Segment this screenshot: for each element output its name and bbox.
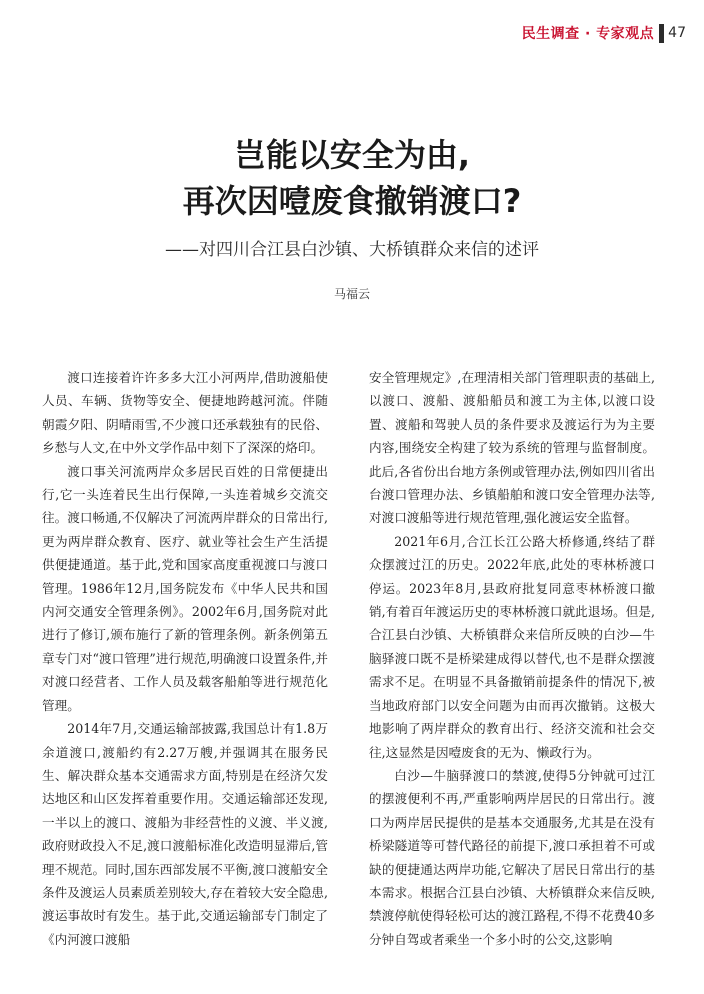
body-column-left <box>42 366 328 951</box>
article-title <box>0 132 704 224</box>
article-title-line-1: 岂能以安全为由, <box>233 136 471 174</box>
body-column-right <box>369 366 655 951</box>
body-paragraph: 2021年6月,合江长江公路大桥修通,终结了群众摆渡过江的历史。2022年底,此处的枣林桥渡口停运。2023年8月,县政府批复同意枣林桥渡口撤销,有着百年渡运历史的枣林桥渡口就此退场。但是,合江县白沙镇、大桥镇群众来信所反映的白沙—牛脑驿渡口既不是桥梁建成得以替代,也不是群众摆渡需求不足。在明显不具备撤销前提条件的情况下,被当地政府部门以安全问题为由而再次撤销。这极大地影响了两岸群众的教育出行、经济交流和社会交往,这显然是因噎废食的无为、懒政行为。 <box>369 533 655 760</box>
page-number: 47 <box>668 25 686 41</box>
body-paragraph-continued: 安全管理规定》,在理清相关部门管理职责的基础上,以渡口、渡船、渡船船员和渡工为主体,以渡口设置、渡船和驾驶人员的条件要求及渡运行为为主要内容,围绕安全构建了较为系统的管理与监督制度。此后,各省份出台地方条例或管理办法,例如四川省出台渡口管理办法、乡镇船舶和渡口安全管理办法等,对渡口渡船等进行规范管理,强化渡运安全监督。 <box>369 370 655 526</box>
body-paragraph: 渡口连接着许许多多大江小河两岸,借助渡船使人员、车辆、货物等安全、便捷地跨越河流。伴随朝霞夕阳、阴晴雨雪,不少渡口还承载独有的民俗、乡愁与人文,在中外文学作品中刻下了深深的烙印。 <box>42 370 328 456</box>
section-label: 民生调查 · 专家观点 <box>521 26 655 42</box>
article-title-line-2: 再次因噎废食撤销渡口? <box>182 182 522 220</box>
body-paragraph: 白沙—牛脑驿渡口的禁渡,使得5分钟就可过江的摆渡便利不再,严重影响两岸居民的日常出行。渡口为两岸居民提供的是基本交通服务,尤其是在没有桥梁隧道等可替代路径的前提下,渡口承担着不可或缺的便捷通达两岸功能,它解决了居民日常出行的基本需求。根据合江县白沙镇、大桥镇群众来信反映,禁渡停航使得轻松可达的渡江路程,不得不花费40多分钟自驾或者乘坐一个多小时的公交,这影响 <box>369 767 655 947</box>
page-header <box>522 22 686 44</box>
article-subtitle: ——对四川合江县白沙镇、大桥镇群众来信的述评 <box>165 240 539 260</box>
body-paragraph: 渡口事关河流两岸众多居民百姓的日常便捷出行,它一头连着民生出行保障,一头连着城乡交流交往。渡口畅通,不仅解决了河流两岸群众的日常出行,更为两岸群众教育、医疗、就业等社会生产生活提供便捷通道。基于此,党和国家高度重视渡口与渡口管理。1986年12月,国务院发布《中华人民共和国内河交通安全管理条例》。2002年6月,国务院对此进行了修订,颁布施行了新的管理条例。新条例第五章专门对“渡口管理”进行规范,明确渡口设置条件,并对渡口经营者、工作人员及载客船舶等进行规范化管理。 <box>42 463 328 713</box>
header-divider-bar <box>659 24 664 43</box>
body-paragraph: 2014年7月,交通运输部披露,我国总计有1.8万余道渡口,渡船约有2.27万艘,并强调其在服务民生、解决群众基本交通需求方面,特别是在经济欠发达地区和山区发挥着重要作用。交通运输部还发现,一半以上的渡口、渡船为非经营性的义渡、半义渡,政府财政投入不足,渡口渡船标准化改造明显滞后,管理不规范。同时,国东西部发展不平衡,渡口渡船安全条件及渡运人员素质差别较大,存在着较大安全隐患,渡运事故时有发生。基于此,交通运输部专门制定了《内河渡口渡船 <box>42 721 328 947</box>
article-author: 马福云 <box>333 287 370 301</box>
